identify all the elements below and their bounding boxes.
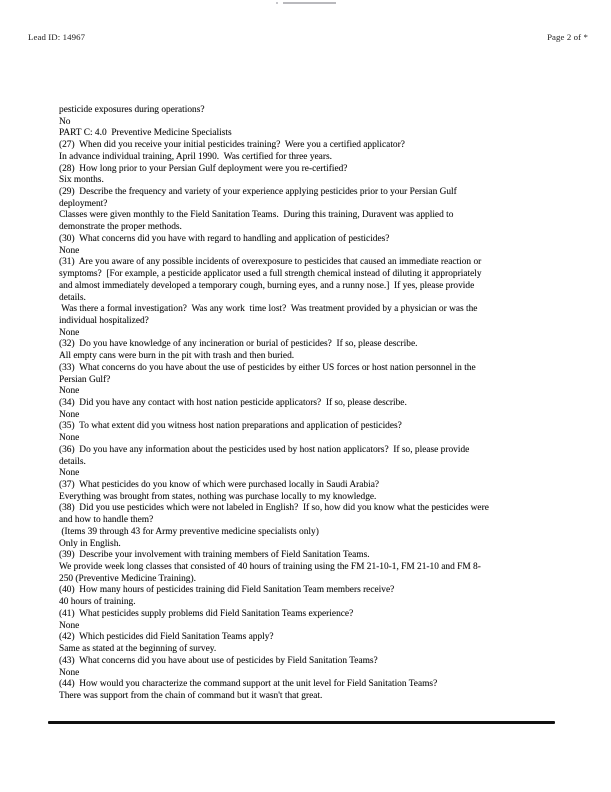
document-text-line: and almost immediately developed a temporary cough, burning eyes, and a runny nose.] If yes, please provide [59, 280, 475, 291]
document-text-line: (37) What pesticides do you know of which were purchased locally in Saudi Arabia? [59, 480, 380, 490]
document-text-line: None [59, 245, 80, 256]
document-text-line: None [59, 468, 80, 479]
document-text-line: (30) What concerns did you have with regard to handling and application of pesticides? [59, 233, 390, 244]
document-text-line: deployment? [59, 198, 108, 209]
document-text-line: (36) Do you have any information about the pesticides used by host nation applicators? If so, please provide [59, 444, 470, 455]
document-text-line: PART C: 4.0 Preventive Medicine Specialists [59, 128, 232, 139]
document-text-line: (43) What concerns did you have about use of pesticides by Field Sanitation Teams? [59, 655, 378, 666]
document-text-line: (39) Describe your involvement with training members of Field Sanitation Teams. [59, 550, 370, 561]
document-text-line: None [59, 620, 80, 631]
document-text-line: (29) Describe the frequency and variety of your experience applying pesticides prior to your Persian Gulf [59, 187, 457, 198]
document-text-line: No [59, 116, 71, 127]
document-text-line: Only in English. [59, 538, 121, 549]
document-text-line: (33) What concerns do you have about the use of pesticides by either US forces or host nation personnel in the [59, 362, 476, 373]
document-text-line: Persian Gulf? [59, 374, 111, 385]
document-text-line: In advance individual training, April 1990. Was certified for three years. [59, 151, 332, 162]
document-text-line: None [59, 386, 80, 397]
document-body [59, 105, 579, 703]
document-text-line: Everything was brought from states, nothing was purchase locally to my knowledge. [59, 491, 377, 502]
document-text-line: None [59, 409, 80, 420]
document-text-line: 250 (Preventive Medicine Training). [59, 573, 196, 584]
bottom-rule [48, 721, 555, 724]
document-text-line: All empty cans were burn in the pit with trash and then buried. [59, 351, 295, 362]
document-text-line: (34) Did you have any contact with host nation pesticide applicators? If so, please describe. [59, 397, 407, 408]
document-text-line: (32) Do you have knowledge of any incineration or burial of pesticides? If so, please describe. [59, 339, 418, 350]
document-text-line: (27) When did you receive your initial pesticides training? Were you a certified applicator? [59, 140, 405, 151]
document-text-line: demonstrate the proper methods. [59, 222, 182, 233]
document-text-line: and how to handle them? [59, 515, 154, 526]
document-text-line: (31) Are you aware of any possible incidents of overexposure to pesticides that caused an immediate reaction or [59, 257, 482, 268]
document-text-line: details. [59, 456, 86, 467]
document-text-line: symptoms? [For example, a pesticide applicator used a full strength chemical instead of diluting it appropriately [59, 269, 482, 280]
document-text-line: None [59, 667, 80, 678]
document-text-line: pesticide exposures during operations? [59, 105, 205, 115]
document-text-line: Six months. [59, 175, 104, 186]
document-text-line: We provide week long classes that consisted of 40 hours of training using the FM 21-10-1, FM 21-10 and FM 8- [59, 562, 481, 573]
document-text-line: details. [59, 292, 86, 303]
scan-artifact-dot [276, 2, 278, 4]
document-text-line: None [59, 327, 80, 338]
document-text-line: 40 hours of training. [59, 597, 136, 608]
document-text-line: (Items 39 through 43 for Army preventive medicine specialists only) [59, 526, 319, 537]
document-text-line: (28) How long prior to your Persian Gulf deployment were you re-certified? [59, 163, 348, 174]
page-number-label: Page 2 of * [547, 32, 588, 42]
document-text-line: None [59, 433, 80, 444]
document-text-line: (40) How many hours of pesticides training did Field Sanitation Team members receive? [59, 585, 395, 596]
document-text-line: There was support from the chain of command but it wasn't that great. [59, 690, 323, 701]
document-text-line: individual hospitalized? [59, 315, 149, 326]
lead-id-label: Lead ID: 14967 [28, 32, 86, 42]
document-text-line: (42) Which pesticides did Field Sanitation Teams apply? [59, 632, 274, 643]
document-text-line: (44) How would you characterize the command support at the unit level for Field Sanitation Teams? [59, 679, 438, 690]
document-text-line: (35) To what extent did you witness host nation preparations and application of pesticides? [59, 421, 402, 432]
scan-artifact-line [283, 2, 336, 4]
document-text-line: (41) What pesticides supply problems did Field Sanitation Teams experience? [59, 608, 354, 619]
document-text-line: Was there a formal investigation? Was any work time lost? Was treatment provided by a physician or was the [59, 304, 478, 315]
document-text-line: (38) Did you use pesticides which were not labeled in English? If so, how did you know what the pesticides were [59, 503, 489, 514]
document-text-line: Classes were given monthly to the Field Sanitation Teams. During this training, Duravent was applied to [59, 210, 454, 221]
document-text-line: Same as stated at the beginning of survey. [59, 644, 217, 655]
page-header [28, 32, 588, 42]
